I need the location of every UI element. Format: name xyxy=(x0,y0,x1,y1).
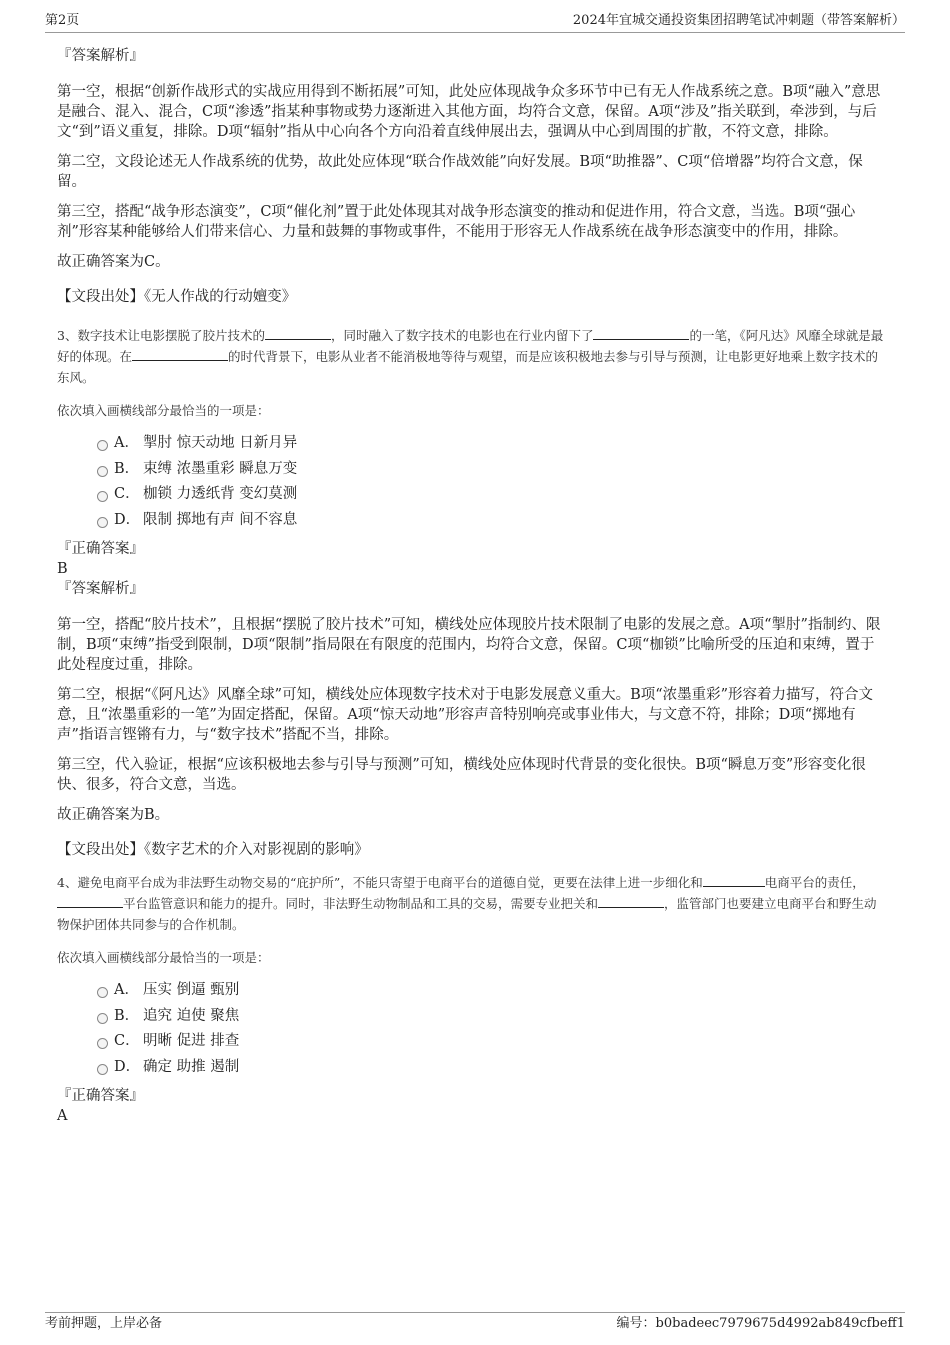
q2-source: 【文段出处】《无人作战的行动嬗变》 xyxy=(57,289,297,305)
q2-analysis-p3: 第三空，搭配“战争形态演变”，C项“催化剂”置于此处体现其对战争形态演变的推动和促进作用，符合文意，当选。B项“强心剂”形容某种能够给人们带来信心、力量和鼓舞的事物或事件，不能用于形容无人作战系统在战争形态演变中的作用，排除。 xyxy=(57,204,856,240)
radio-icon[interactable] xyxy=(97,1064,108,1075)
q4-instruction: 依次填入画横线部分最恰当的一项是： xyxy=(57,950,270,965)
q3-blank-3 xyxy=(132,346,228,361)
q3-stem: 3、数字技术让电影摆脱了胶片技术的 ，同时融入了数字技术的电影也在行业内留下了 的一笔，《阿凡达》风靡全球就是最好的体现。在 的时代背景下，电影从业者不能消极地等待与观望，而是应该积极地去参与引导与预测，让电影更好地乘上数字技术的东风。 xyxy=(57,325,887,388)
radio-icon[interactable] xyxy=(97,440,108,451)
radio-icon[interactable] xyxy=(97,517,108,528)
q3-option-b[interactable]: B． 束缚 浓墨重彩 瞬息万变 xyxy=(57,457,887,483)
document-serial: 编号：b0badeec7979675d4992ab849cfbeff1 xyxy=(616,1316,905,1331)
radio-icon[interactable] xyxy=(97,491,108,502)
q3-correct-label: 『正确答案』 xyxy=(57,541,144,557)
q3-analysis-p1: 第一空，搭配“胶片技术”，且根据“摆脱了胶片技术”可知，横线处应体现胶片技术限制了电影的发展之意。A项“掣肘”指制约、限制，B项“束缚”指受到限制，D项“限制”指局限在有限度的范围内，均符合文意，保留。C项“枷锁”比喻所受的压迫和束缚，置于此处程度过重，排除。 xyxy=(57,617,881,673)
q4-blank-3 xyxy=(598,893,664,908)
radio-icon[interactable] xyxy=(97,466,108,477)
q4-option-a[interactable]: A． 压实 倒逼 甄别 xyxy=(57,978,887,1004)
q4-option-c[interactable]: C． 明晰 促进 排查 xyxy=(57,1029,887,1055)
q2-analysis-label: 『答案解析』 xyxy=(57,48,144,64)
q2-analysis-p2: 第二空，文段论述无人作战系统的优势，故此处应体现“联合作战效能”向好发展。B项“助推器”、C项“倍增器”均符合文意，保留。 xyxy=(57,154,863,190)
radio-icon[interactable] xyxy=(97,1013,108,1024)
footer-slogan: 考前押题，上岸必备 xyxy=(45,1316,163,1331)
document-title: 2024年宜城交通投资集团招聘笔试冲刺题（带答案解析） xyxy=(572,13,905,28)
page-footer xyxy=(45,1312,905,1331)
q2-analysis-p1: 第一空，根据“创新作战形式的实战应用得到不断拓展”可知，此处应体现战争众多环节中已有无人作战系统之意。B项“融入”意思是融合、混入、混合，C项“渗透”指某种事物或势力逐渐进入其他方面，均符合文意，保留。A项“涉及”指关联到，牵涉到，与后文“到”语义重复，排除。D项“辐射”指从中心向各个方向沿着直线伸展出去，强调从中心到周围的扩散，不符文意，排除。 xyxy=(57,84,881,140)
q4-blank-2 xyxy=(57,893,123,908)
page-content xyxy=(57,44,887,1126)
q4-option-b[interactable]: B． 追究 迫使 聚焦 xyxy=(57,1004,887,1030)
q3-option-a[interactable]: A． 掣肘 惊天动地 日新月异 xyxy=(57,431,887,457)
q3-analysis-label: 『答案解析』 xyxy=(57,581,144,597)
page-number: 第2页 xyxy=(45,13,80,28)
q3-analysis-p3: 第三空，代入验证，根据“应该积极地去参与引导与预测”可知，横线处应体现时代背景的变化很快。B项“瞬息万变”形容变化很快、很多，符合文意，当选。 xyxy=(57,757,866,793)
radio-icon[interactable] xyxy=(97,987,108,998)
q4-blank-1 xyxy=(703,872,765,887)
q3-instruction: 依次填入画横线部分最恰当的一项是： xyxy=(57,403,270,418)
q4-option-d[interactable]: D． 确定 助推 遏制 xyxy=(57,1055,887,1081)
q3-options xyxy=(57,431,887,533)
q3-correct-value: B xyxy=(57,561,68,577)
q4-options xyxy=(57,978,887,1080)
q3-source: 【文段出处】《数字艺术的介入对影视剧的影响》 xyxy=(57,842,369,858)
q3-conclusion: 故正确答案为B。 xyxy=(57,807,170,823)
q3-option-c[interactable]: C． 枷锁 力透纸背 变幻莫测 xyxy=(57,482,887,508)
q3-blank-1 xyxy=(265,325,331,340)
q3-analysis-p2: 第二空，根据“《阿凡达》风靡全球”可知，横线处应体现数字技术对于电影发展意义重大。B项“浓墨重彩”形容着力描写，符合文意，且“浓墨重彩的一笔”为固定搭配，保留。A项“惊天动地”形容声音特别响亮或事业伟大，与文意不符，排除；D项“掷地有声”指语言铿锵有力，与“数字技术”搭配不当，排除。 xyxy=(57,687,874,743)
radio-icon[interactable] xyxy=(97,1038,108,1049)
q2-conclusion: 故正确答案为C。 xyxy=(57,254,170,270)
q4-correct-value: A xyxy=(57,1108,68,1124)
page-header xyxy=(45,12,905,33)
q4-stem: 4、避免电商平台成为非法野生动物交易的“庇护所”，不能只寄望于电商平台的道德自觉，更要在法律上进一步细化和 电商平台的责任，平台监管意识和能力的提升。同时，非法野生动物制品和工具的交易，需要专业把关和 ，监管部门也要建立电商平台和野生动物保护团体共同参与的合作机制。 xyxy=(57,872,887,935)
q4-correct-label: 『正确答案』 xyxy=(57,1088,144,1104)
q3-blank-2 xyxy=(593,325,689,340)
q3-option-d[interactable]: D． 限制 掷地有声 间不容息 xyxy=(57,508,887,534)
